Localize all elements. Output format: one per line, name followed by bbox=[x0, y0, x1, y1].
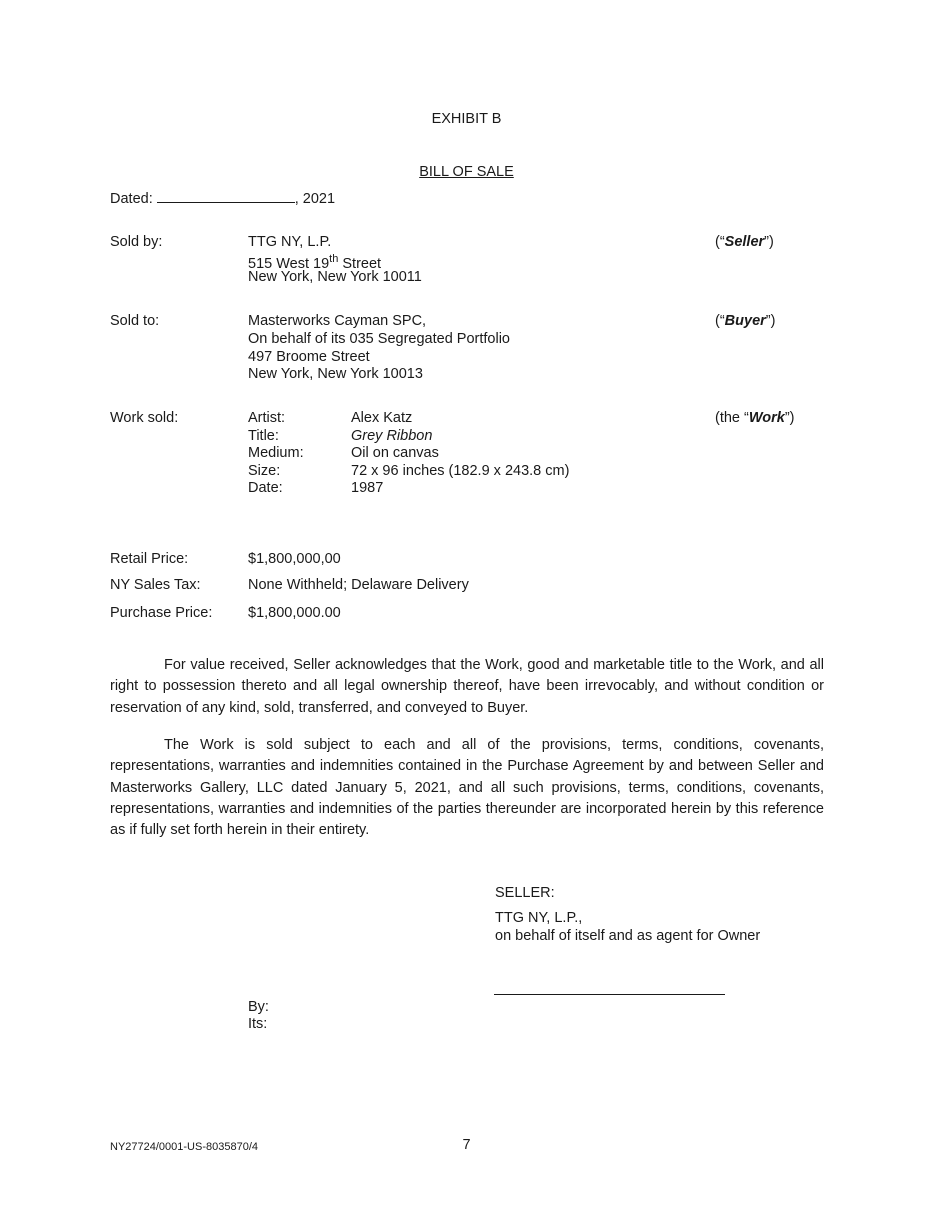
seller-role-term: Seller bbox=[724, 234, 765, 250]
seller-street-number: 515 West 19 bbox=[248, 255, 330, 272]
seller-signature-name: TTG NY, L.P., bbox=[495, 910, 583, 926]
seller-street-name: Street bbox=[338, 255, 382, 272]
retail-price-label: Retail Price: bbox=[110, 551, 189, 567]
work-medium: Oil on canvas bbox=[351, 445, 439, 461]
work-role-term: Work bbox=[748, 410, 785, 426]
signature-by: By: bbox=[248, 999, 269, 1015]
buyer-line: On behalf of its 035 Segregated Portfolio bbox=[248, 331, 510, 347]
work-title-text: Grey Ribbon bbox=[351, 428, 433, 444]
work-role bbox=[715, 409, 795, 427]
seller-signature-capacity: on behalf of itself and as agent for Owner bbox=[495, 928, 761, 944]
signature-line bbox=[494, 994, 725, 995]
dated-line bbox=[110, 190, 335, 208]
work-sold-label: Work sold: bbox=[110, 410, 179, 426]
purchase-price-value: $1,800,000.00 bbox=[248, 605, 341, 621]
buyer-role-open: (“ bbox=[715, 313, 725, 329]
dated-year: , 2021 bbox=[294, 191, 336, 207]
buyer-line: 497 Broome Street bbox=[248, 349, 370, 365]
document-id: NY27724/0001-US-8035870/4 bbox=[110, 1141, 259, 1153]
buyer-role-close: ”) bbox=[765, 313, 776, 329]
sold-by-label: Sold by: bbox=[110, 234, 163, 250]
body-paragraph-text: For value received, Seller acknowledges that the Work, good and marketable title to the Work, and all right to possession thereto and all legal ownership thereof, have been irrevocably, and without condition or reservation of any kind, sold, transferred, and conveyed to Buyer. bbox=[110, 657, 824, 716]
work-size: 72 x 96 inches (182.9 x 243.8 cm) bbox=[351, 463, 570, 479]
exhibit-label: EXHIBIT B bbox=[431, 111, 502, 127]
signature-its: Its: bbox=[248, 1016, 268, 1032]
document-title-text: BILL OF SALE bbox=[419, 164, 514, 180]
seller-role-open: (“ bbox=[715, 234, 725, 250]
buyer-line: New York, New York 10013 bbox=[248, 366, 423, 382]
date-blank bbox=[157, 190, 295, 203]
work-title bbox=[351, 427, 432, 445]
page-number: 7 bbox=[462, 1137, 471, 1153]
work-field-key: Title: bbox=[248, 428, 279, 444]
sold-to-label: Sold to: bbox=[110, 313, 160, 329]
seller-name: TTG NY, L.P. bbox=[248, 234, 332, 250]
buyer-role bbox=[715, 312, 775, 330]
buyer-role-term: Buyer bbox=[724, 313, 766, 329]
body-paragraph-text: The Work is sold subject to each and all of the provisions, terms, conditions, covenants, representations, warranties and indemnities contained in the Purchase Agreement by and between Seller and Masterworks Gallery, LLC dated January 5, 2021, and all such provisions, terms, conditions, covenants, representations, warranties and indemnities of the parties thereunder are incorporated herein by this reference as if fully set forth herein in their entirety. bbox=[110, 737, 824, 839]
work-role-open: (the “ bbox=[715, 410, 749, 426]
work-field-key: Medium: bbox=[248, 445, 304, 461]
work-field-key: Date: bbox=[248, 480, 283, 496]
retail-price-value: $1,800,000,00 bbox=[248, 551, 341, 567]
work-date: 1987 bbox=[351, 480, 384, 496]
work-role-close: ”) bbox=[784, 410, 795, 426]
document-title bbox=[0, 163, 933, 181]
seller-street-suffix: th bbox=[329, 253, 339, 265]
sales-tax-label: NY Sales Tax: bbox=[110, 577, 201, 593]
body-paragraph bbox=[110, 655, 824, 719]
seller-city: New York, New York 10011 bbox=[248, 269, 422, 285]
work-field-key: Size: bbox=[248, 463, 281, 479]
work-field-key: Artist: bbox=[248, 410, 286, 426]
seller-role bbox=[715, 233, 774, 251]
body-paragraph bbox=[110, 735, 824, 841]
seller-role-close: ”) bbox=[764, 234, 774, 250]
purchase-price-label: Purchase Price: bbox=[110, 605, 213, 621]
buyer-line: Masterworks Cayman SPC, bbox=[248, 313, 427, 329]
seller-signature-label: SELLER: bbox=[495, 885, 555, 901]
dated-label: Dated: bbox=[110, 191, 153, 207]
sales-tax-value: None Withheld; Delaware Delivery bbox=[248, 577, 469, 593]
work-artist: Alex Katz bbox=[351, 410, 413, 426]
